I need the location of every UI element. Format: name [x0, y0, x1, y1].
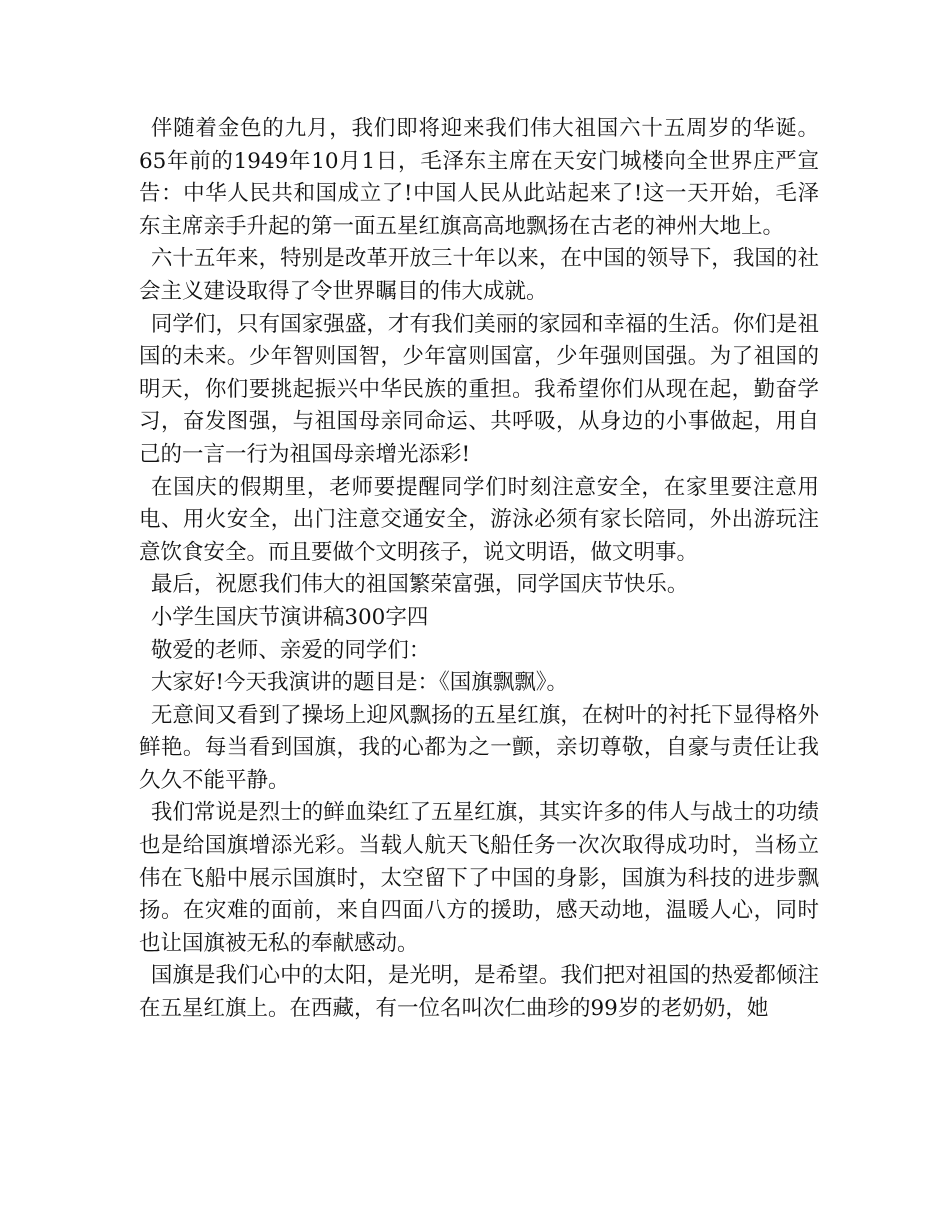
paragraph: 国旗是我们心中的太阳，是光明，是希望。我们把对祖国的热爱都倾注在五星红旗上。在西藏，有一位名叫次仁曲珍的99岁的老奶奶，她 [139, 963, 819, 1022]
paragraph: 六十五年来，特别是改革开放三十年以来，在中国的领导下，我国的社会主义建设取得了令世界瞩目的伟大成就。 [139, 246, 819, 304]
document-body [139, 113, 819, 1026]
section-heading: 小学生国庆节演讲稿300字四 [150, 604, 429, 630]
paragraph: 在国庆的假期里，老师要提醒同学们时刻注意安全，在家里要注意用电、用火安全，出门注意交通安全，游泳必须有家长陪同，外出游玩注意饮食安全。而且要做个文明孩子，说文明语，做文明事。 [139, 474, 819, 565]
paragraph: 我们常说是烈士的鲜血染红了五星红旗，其实许多的伟人与战士的功绩也是给国旗增添光彩。当载人航天飞船任务一次次取得成功时，当杨立伟在飞船中展示国旗时，太空留下了中国的身影，国旗为科技的进步飘扬。在灾难的面前，来自四面八方的援助，感天动地，温暖人心，同时也让国旗被无私的奉献感动。 [139, 800, 819, 956]
paragraph: 伴随着金色的九月，我们即将迎来我们伟大祖国六十五周岁的华诞。65年前的1949年10月1日，毛泽东主席在天安门城楼向全世界庄严宣告：中华人民共和国成立了!中国人民从此站起来了!这一天开始，毛泽东主席亲手升起的第一面五星红旗高高地飘扬在古老的神州大地上。 [139, 116, 819, 239]
paragraph: 同学们，只有国家强盛，才有我们美丽的家园和幸福的生活。你们是祖国的未来。少年智则国智，少年富则国富，少年强则国强。为了祖国的明天，你们要挑起振兴中华民族的重担。我希望你们从现在起，勤奋学习，奋发图强，与祖国母亲同命运、共呼吸，从身边的小事做起，用自己的一言一行为祖国母亲增光添彩! [139, 311, 819, 467]
salutation: 敬爱的老师、亲爱的同学们： [150, 637, 431, 663]
paragraph: 大家好!今天我演讲的题目是：《国旗飘飘》。 [150, 670, 568, 696]
paragraph: 最后，祝愿我们伟大的祖国繁荣富强，同学国庆节快乐。 [150, 572, 689, 598]
paragraph: 无意间又看到了操场上迎风飘扬的五星红旗，在树叶的衬托下显得格外鲜艳。每当看到国旗，我的心都为之一颤，亲切尊敬，自豪与责任让我久久不能平静。 [139, 702, 819, 793]
